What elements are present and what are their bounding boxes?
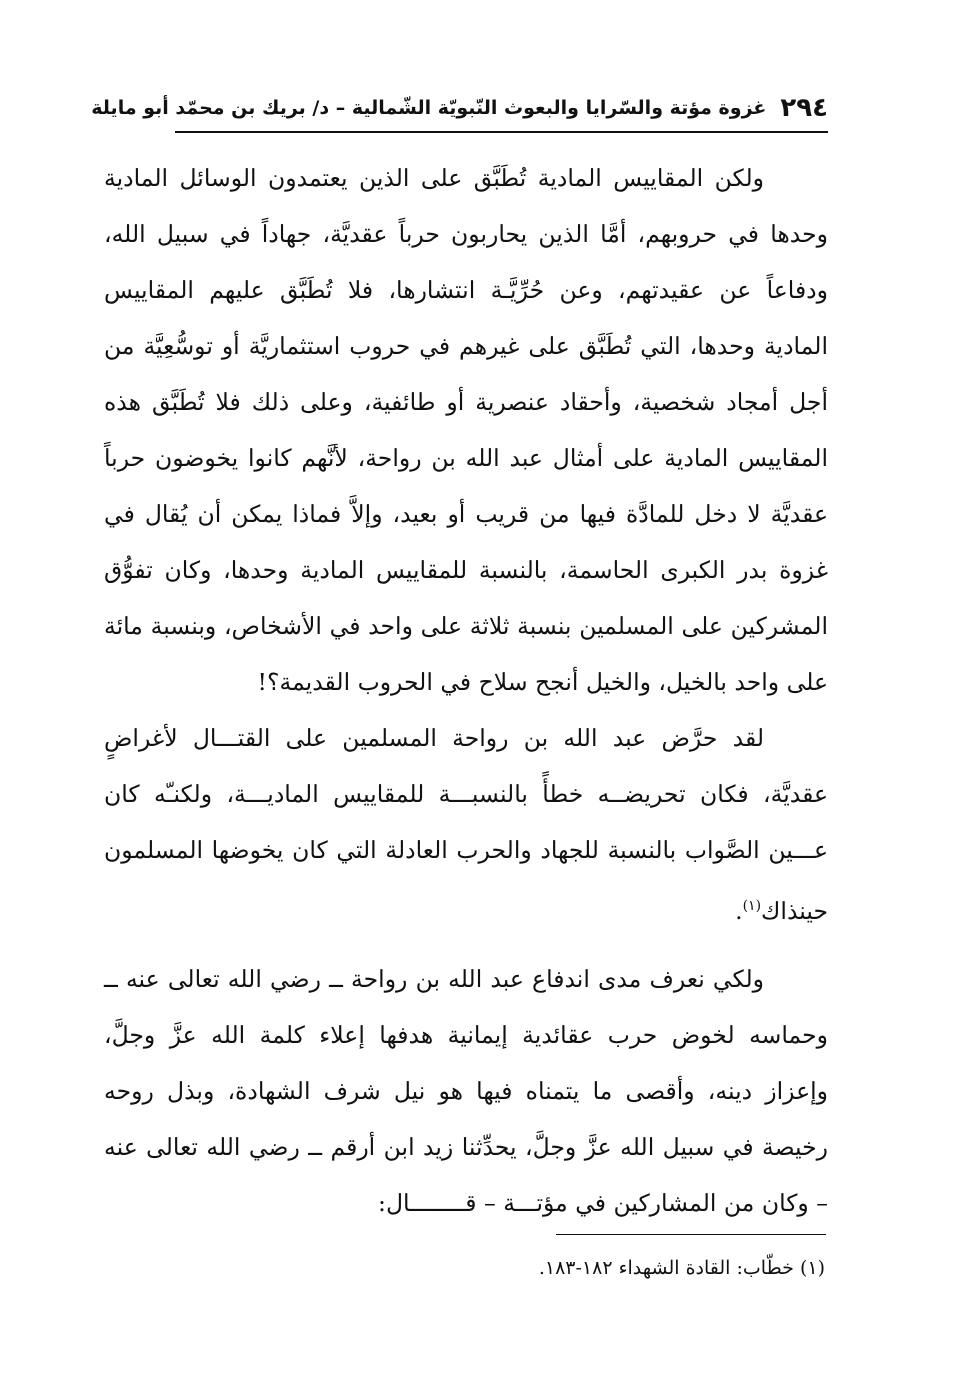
footnote-divider [556, 1234, 826, 1235]
main-text [104, 150, 828, 1231]
paragraph-2-text: لقد حرَّض عبد الله بن رواحة المسلمين على القتـــال لأغراضٍ عقديَّة، فكان تحريضــه خطأً بالنسبـــة للمقاييس الماديـــة، ولكنـّه كان عـــين الصَّواب بالنسبة للجهاد والحرب العادلة التي كان يخوضها المسلمون حينذاك [104, 724, 828, 925]
running-header [91, 88, 828, 128]
paragraph-2-end: . [735, 896, 743, 925]
paragraph-3-text: ولكي نعرف مدى اندفاع عبد الله بن رواحة ــ رضي الله تعالى عنه ــ وحماسه لخوض حرب عقائدية إيمانية هدفها إعلاء كلمة الله عزَّ وجلَّ، وإعزاز دينه، وأقصى ما يتمناه فيها هو نيل شرف الشهادة، وبذل روحه رخيصة في سبيل الله عزَّ وجلَّ، يحدِّثنا زيد ابن أرقم ــ رضي الله تعالى عنه – وكان من المشاركين في مؤتـــة – قــــــــال: [104, 964, 828, 1217]
header-divider [175, 131, 828, 133]
paragraph-1-text: ولكن المقاييس المادية تُطَبَّق على الذين يعتمدون الوسائل المادية وحدها في حروبهم، أمَّا الذين يحاربون حرباً عقديَّة، جهاداً في سبيل الله، ودفاعاً عن عقيدتهم، وعن حُرِّيَّـة انتشارها، فلا تُطَبَّق عليهم المقاييس المادية وحدها، التي تُطَبَّق على غيرهم في حروب استثماريَّة أو توسُّعِيَّة من أجل أمجاد شخصية، وأحقاد عنصرية أو طائفية، وعلى ذلك فلا تُطَبَّق هذه المقاييس المادية على أمثال عبد الله بن رواحة، لأنَّهم كانوا يخوضون حرباً عقديَّة لا دخل للمادَّة فيها من قريب أو بعيد، وإلاَّ فماذا يمكن أن يُقال في غزوة بدر الكبرى الحاسمة، بالنسبة للمقاييس المادية وحدها، وكان تفوُّق المشركين على المسلمين بنسبة ثلاثة على واحد في الأشخاص، وبنسبة مائة على واحد بالخيل، والخيل أنجح سلاح في الحروب القديمة؟! [104, 164, 828, 696]
paragraph-1 [104, 150, 828, 710]
running-title: غزوة مؤتة والسّرايا والبعوث النّبويّة الشّمالية – د/ بريك بن محمّد أبو مايلة [91, 97, 767, 119]
footnote-reference[interactable]: (١) [742, 898, 762, 914]
footnote-text: (١) خطّاب: القادة الشهداء ١٨٢-١٨٣. [538, 1257, 825, 1279]
paragraph-3 [104, 951, 828, 1231]
paragraph-2 [104, 710, 828, 939]
page-number: ٢٩٤ [780, 93, 828, 123]
